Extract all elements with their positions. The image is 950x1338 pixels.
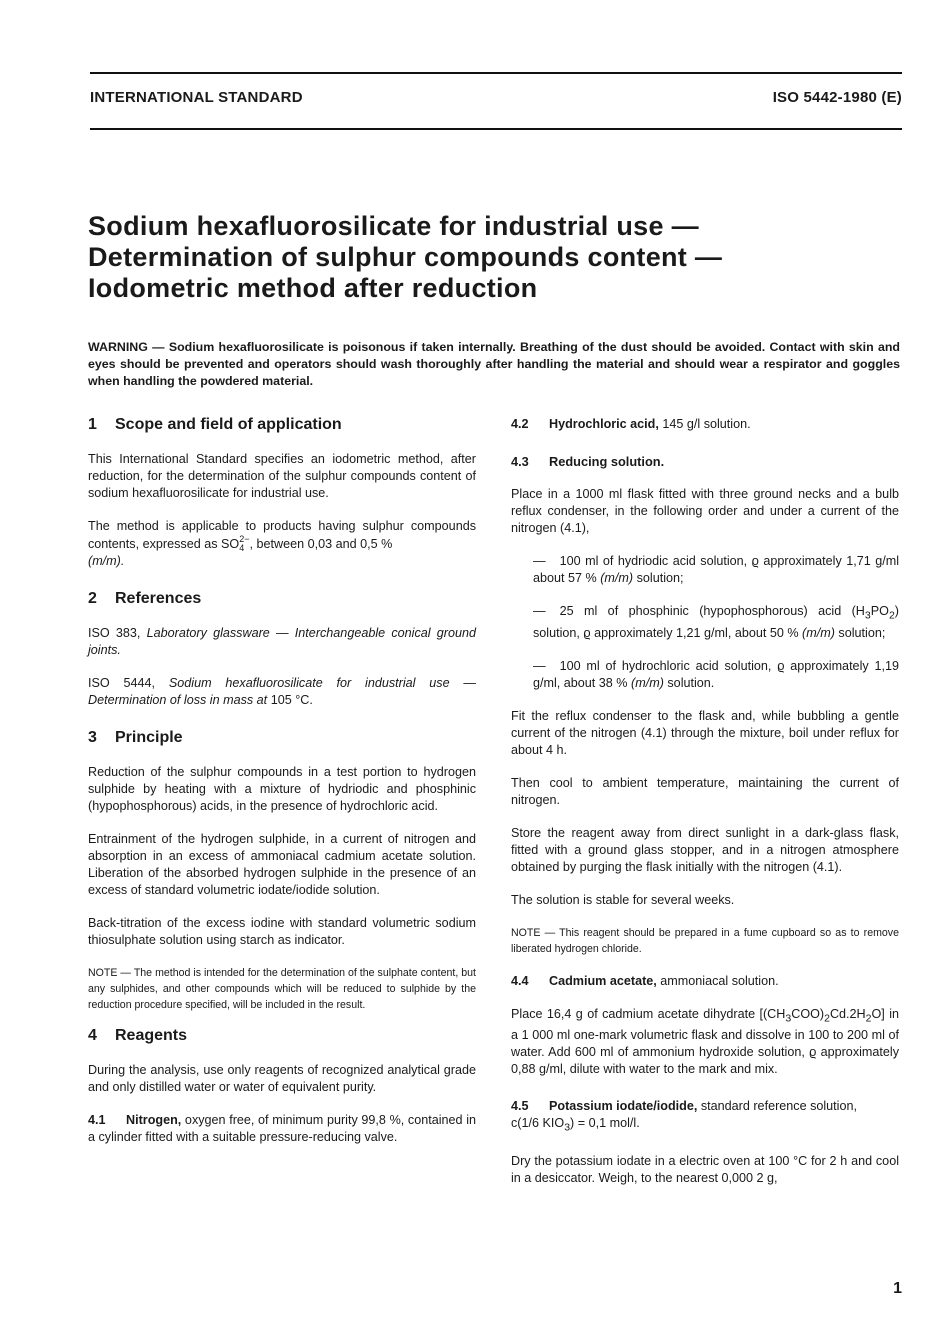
warning-paragraph bbox=[88, 339, 900, 390]
s45-line2-a: c(1/6 KIO bbox=[511, 1116, 565, 1131]
subsection-4-5-name: Potassium iodate/iodide, bbox=[549, 1099, 698, 1114]
subsection-4-2-number: 4.2 bbox=[511, 417, 529, 431]
reducing-solution-item-3: — 100 ml of hydrochloric acid solution, ϱ approximately 1,19 g/ml, about 38 % (m/m) solution. bbox=[533, 658, 899, 690]
item-1-units: (m/m) bbox=[600, 571, 634, 585]
standard-type-label: INTERNATIONAL STANDARD bbox=[90, 89, 303, 106]
left-column bbox=[88, 408, 476, 1162]
item-1-text: 100 ml of hydriodic acid solution, ϱ approximately 1,71 g/ml about 57 % bbox=[533, 554, 899, 585]
reference-2-code: ISO 5444, bbox=[88, 676, 169, 690]
standard-number: ISO 5442-1980 (E) bbox=[772, 89, 902, 106]
subsection-4-1-number: 4.1 bbox=[88, 1113, 106, 1127]
subsection-4-3-paragraph-3: Then cool to ambient temperature, maintaining the current of nitrogen. bbox=[511, 775, 899, 807]
section-3-heading bbox=[88, 729, 476, 746]
sulphate-subscript: 4 bbox=[239, 543, 245, 553]
item-2-text: 25 ml of phosphinic (hypophosphorous) acid (H bbox=[559, 604, 865, 618]
section-4-number: 4 bbox=[88, 1027, 97, 1044]
item-1-end: solution; bbox=[633, 571, 684, 585]
subsection-4-4-number: 4.4 bbox=[511, 973, 529, 988]
subsection-4-1 bbox=[88, 1112, 476, 1146]
reducing-solution-item-1: — 100 ml of hydriodic acid solution, ϱ approximately 1,71 g/ml about 57 % (m/m) solution; bbox=[533, 554, 899, 585]
section-3-number: 3 bbox=[88, 729, 97, 746]
s44-p1-d: O] in a 1 000 ml one-mark volumetric flask and dissolve in 100 to 200 ml of water. Add 600 ml of ammonium hydroxide solution, ϱ approximately 0,88 g/ml, dilute with water to the mark and mix. bbox=[511, 1006, 899, 1077]
section-4-title: Reagents bbox=[115, 1027, 188, 1044]
reference-iso-5444 bbox=[88, 675, 476, 709]
warning-text: — Sodium hexafluorosilicate is poisonous if taken internally. Breathing of the dust should be avoided. Contact with skin and eyes should be prevented and operators should wash thoroughly after handling the material and should wear a respirator and goggles when handling the powdered material. bbox=[88, 340, 900, 388]
section-1-number: 1 bbox=[88, 416, 97, 433]
subsection-4-5-number: 4.5 bbox=[511, 1099, 529, 1114]
s1-p2-text: The method is applicable to products having sulphur compounds contents, expressed as SO bbox=[88, 519, 476, 551]
subsection-4-4-paragraph-1 bbox=[511, 1006, 899, 1079]
subsection-4-5-paragraph-1: Dry the potassium iodate in a electric oven at 100 °C for 2 h and cool in a desiccator. Weigh, to the nearest 0,000 2 g, bbox=[511, 1153, 899, 1185]
reference-iso-383 bbox=[88, 625, 476, 659]
subsection-4-4-text: ammoniacal solution. bbox=[656, 973, 779, 988]
subsection-4-3-heading bbox=[511, 453, 899, 470]
section-3-paragraph-2: Entrainment of the hydrogen sulphide, in a current of nitrogen and absorption in an excess of ammoniacal cadmium acetate solution. Liberation of the absorbed hydrogen sulphide in the presence of an excess of standard volumetric iodate/iodide solution. bbox=[88, 832, 476, 897]
subsection-4-4 bbox=[511, 973, 899, 990]
reducing-solution-item-2: — 25 ml of phosphinic (hypophosphorous) acid $(H_3PO_2)$ solution, ϱ approximately 1,21 g/ml, about 50 % (m/m) solution; bbox=[533, 604, 899, 640]
item-3-units: (m/m) bbox=[631, 675, 664, 690]
reference-2-temperature: 105 °C. bbox=[270, 693, 313, 707]
section-2-heading bbox=[88, 590, 476, 607]
section-1-heading bbox=[88, 416, 476, 433]
section-3-paragraph-3: Back-titration of the excess iodine with standard volumetric sodium thiosulphate solution using starch as indicator. bbox=[88, 916, 476, 947]
section-4-heading bbox=[88, 1027, 476, 1044]
subsection-4-1-text: oxygen free, of minimum purity 99,8 %, contained in a cylinder fitted with a suitable pressure-reducing valve. bbox=[88, 1113, 476, 1144]
reference-1-title: Laboratory glassware — Interchangeable conical ground joints. bbox=[88, 626, 476, 657]
s44-p1-a: Place 16,4 g of cadmium acetate dihydrate [(CH bbox=[511, 1006, 786, 1021]
subsection-4-3-paragraph-2: Fit the reflux condenser to the flask and, while bubbling a gentle current of the nitrogen (4.1) through the mixture, boil under reflux for about 4 h. bbox=[511, 708, 899, 757]
header-bottom-rule bbox=[90, 128, 902, 130]
subsection-4-3-number: 4.3 bbox=[511, 454, 529, 469]
s44-p1-c: Cd.2H bbox=[829, 1006, 866, 1021]
section-2-number: 2 bbox=[88, 590, 97, 607]
title-line-1: Sodium hexafluorosilicate for industrial use — bbox=[88, 211, 699, 241]
s1-p2-units: (m/m). bbox=[88, 554, 125, 568]
subsection-4-2 bbox=[511, 416, 899, 433]
subsection-4-3-paragraph-1: Place in a 1000 ml flask fitted with three ground necks and a bulb reflux condenser, in the following order and under a current of the nitrogen (4.1), bbox=[511, 487, 899, 535]
item-3-end: solution. bbox=[663, 675, 715, 690]
section-2-title: References bbox=[115, 590, 202, 607]
s44-p1-b: COO) bbox=[791, 1006, 825, 1021]
reference-2-title: Sodium hexafluorosilicate for industrial use — Determination of loss in mass at bbox=[88, 676, 477, 707]
section-4-paragraph-1: During the analysis, use only reagents of recognized analytical grade and only distilled water or water of equivalent purity. bbox=[88, 1063, 476, 1094]
title-line-2: Determination of sulphur compounds content — bbox=[88, 242, 723, 272]
subsection-4-2-text: 145 g/l solution. bbox=[658, 417, 751, 431]
section-3-title: Principle bbox=[115, 729, 183, 746]
section-1-paragraph-1: This International Standard specifies an iodometric method, after reduction, for the determination of the sulphur compounds content of sodium hexafluorosilicate for industrial use. bbox=[88, 452, 476, 500]
subsection-4-3-name: Reducing solution. bbox=[549, 454, 665, 469]
item-2-sub-2: 2 bbox=[888, 609, 895, 622]
item-2-density: ) solution, ϱ approximately 1,21 g/ml, about 50 % bbox=[533, 604, 899, 640]
page-number: 1 bbox=[893, 1280, 902, 1297]
s1-p2-range: , between 0,03 and 0,5 % bbox=[249, 537, 393, 551]
s44-sub-3: 2 bbox=[865, 1012, 872, 1025]
subsection-4-3-paragraph-5: The solution is stable for several weeks. bbox=[511, 892, 735, 907]
sulphate-charge: 2− bbox=[239, 534, 250, 544]
subsection-4-5 bbox=[511, 1098, 899, 1137]
item-2-end: solution; bbox=[834, 625, 886, 640]
right-column bbox=[511, 408, 899, 1203]
s45-line2-sub: 3 bbox=[564, 1121, 571, 1134]
item-2-units: (m/m) bbox=[802, 625, 835, 640]
subsection-4-2-name: Hydrochloric acid, bbox=[549, 417, 659, 431]
warning-label: WARNING bbox=[88, 340, 148, 354]
subsection-4-3-paragraph-4: Store the reagent away from direct sunlight in a dark-glass flask, fitted with a ground glass stopper, and in a nitrogen atmosphere obtained by purging the flask initially with the nitrogen (4.1). bbox=[511, 825, 899, 874]
item-3-text: 100 ml of hydrochloric acid solution, ϱ approximately 1,19 g/ml, about 38 % bbox=[533, 658, 899, 690]
s45-line2-b: ) = 0,1 mol/l. bbox=[570, 1116, 640, 1131]
subsection-4-5-text: standard reference solution, bbox=[697, 1099, 857, 1114]
title-line-3: Iodometric method after reduction bbox=[88, 273, 538, 303]
subsection-4-3-note: NOTE — This reagent should be prepared in a fume cupboard so as to remove liberated hydrogen chloride. bbox=[511, 926, 899, 955]
document-title bbox=[88, 211, 888, 304]
section-1-paragraph-2 bbox=[88, 518, 476, 570]
s44-sub-1: 3 bbox=[785, 1012, 792, 1025]
s44-sub-2: 2 bbox=[824, 1012, 830, 1025]
item-2-formula: PO bbox=[870, 604, 889, 618]
section-1-title: Scope and field of application bbox=[115, 416, 342, 433]
subsection-4-4-name: Cadmium acetate, bbox=[549, 973, 657, 988]
sulphate-formula-scripts bbox=[239, 535, 249, 553]
header-top-rule bbox=[90, 72, 902, 74]
subsection-4-1-name: Nitrogen, bbox=[126, 1113, 182, 1127]
reference-1-code: ISO 383, bbox=[88, 626, 147, 640]
item-2-sub-1: 3 bbox=[864, 609, 871, 622]
section-3-note: NOTE — The method is intended for the determination of the sulphate content, but any sulphides, and other compounds which will be reduced to sulphide by the reduction procedure specified, will be included in the result. bbox=[88, 967, 476, 1011]
section-3-paragraph-1: Reduction of the sulphur compounds in a test portion to hydrogen sulphide by heating with a mixture of hydriodic and phosphinic (hypophosphorous) acids, in the presence of hydrochloric acid. bbox=[88, 765, 476, 813]
